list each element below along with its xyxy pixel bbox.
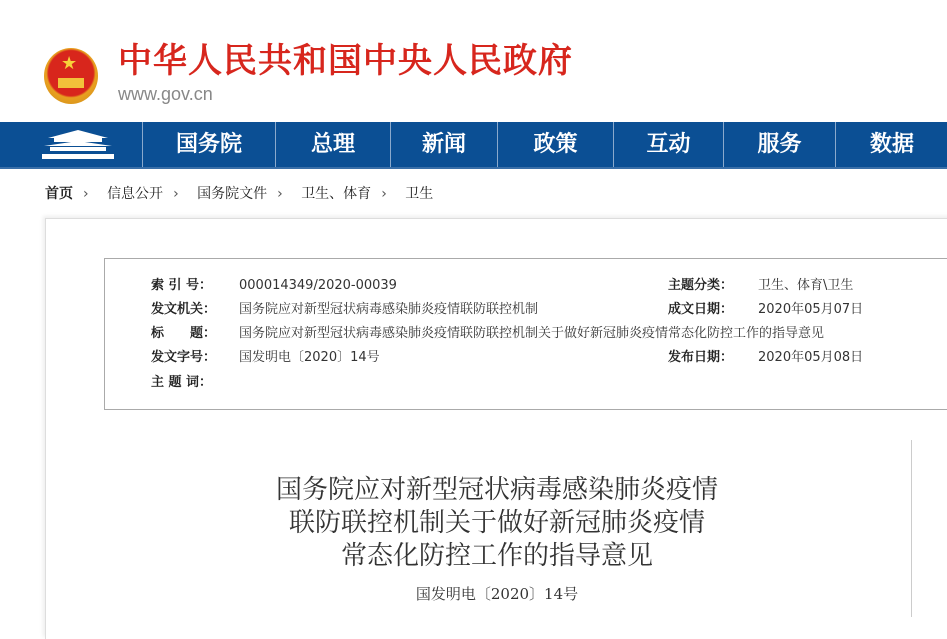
- index-label: 索 引 号：: [151, 278, 213, 293]
- nav-item-policy[interactable]: 政策: [497, 122, 613, 167]
- category-value: 卫生、体育\卫生: [758, 278, 854, 293]
- site-header: [0, 0, 947, 122]
- main-nav: [0, 122, 947, 169]
- title-value: 国务院应对新型冠状病毒感染肺炎疫情联防联控机制关于做好新冠肺炎疫情常态化防控工作的指导意见: [239, 326, 825, 341]
- docno-label: 发文字号：: [151, 350, 217, 365]
- published-date-value: 2020年05月08日: [758, 350, 864, 365]
- issuer-label: 发文机关：: [151, 302, 217, 317]
- article-title-line: 常态化防控工作的指导意见: [340, 541, 653, 571]
- docno-value: 国发明电〔2020〕14号: [239, 350, 380, 365]
- divider: [911, 440, 912, 617]
- article-docno: 国发明电〔2020〕14号: [415, 585, 579, 603]
- keywords-label: 主 题 词：: [151, 375, 213, 390]
- nav-item-interaction[interactable]: 互动: [613, 122, 723, 167]
- site-url[interactable]: www.gov.cn: [118, 84, 213, 104]
- nav-item-news[interactable]: 新闻: [390, 122, 497, 167]
- chevron-right-icon: ›: [277, 186, 283, 202]
- category-label: 主题分类：: [668, 278, 734, 293]
- article-title-line: 联防联控机制关于做好新冠肺炎疫情: [288, 508, 705, 538]
- chevron-right-icon: ›: [83, 186, 89, 202]
- breadcrumb-home[interactable]: 首页: [45, 186, 73, 202]
- breadcrumb-item[interactable]: 卫生、体育: [301, 186, 372, 202]
- issuer-value: 国务院应对新型冠状病毒感染肺炎疫情联防联控机制: [239, 302, 539, 317]
- written-date-value: 2020年05月07日: [758, 302, 864, 317]
- site-title[interactable]: 中华人民共和国中央人民政府: [118, 41, 573, 81]
- chevron-right-icon: ›: [381, 186, 387, 202]
- published-date-label: 发布日期：: [668, 350, 734, 365]
- article-title: [160, 474, 834, 573]
- tiananmen-icon[interactable]: [40, 130, 116, 160]
- nav-item-data[interactable]: 数据: [835, 122, 947, 167]
- breadcrumb-item[interactable]: 信息公开: [107, 186, 164, 202]
- index-value: 000014349/2020-00039: [239, 278, 397, 293]
- written-date-label: 成文日期：: [668, 302, 734, 317]
- nav-item-premier[interactable]: 总理: [275, 122, 390, 167]
- breadcrumb-item[interactable]: 卫生: [405, 186, 434, 202]
- breadcrumb: [45, 184, 443, 204]
- chevron-right-icon: ›: [173, 186, 179, 202]
- breadcrumb-item[interactable]: 国务院文件: [197, 186, 268, 202]
- title-label: 标 题：: [151, 326, 217, 341]
- national-emblem-logo[interactable]: ★: [44, 48, 98, 104]
- article-title-line: 国务院应对新型冠状病毒感染肺炎疫情: [275, 475, 718, 505]
- document-metadata: [104, 258, 947, 410]
- nav-item-services[interactable]: 服务: [723, 122, 835, 167]
- nav-item-state-council[interactable]: 国务院: [142, 122, 275, 167]
